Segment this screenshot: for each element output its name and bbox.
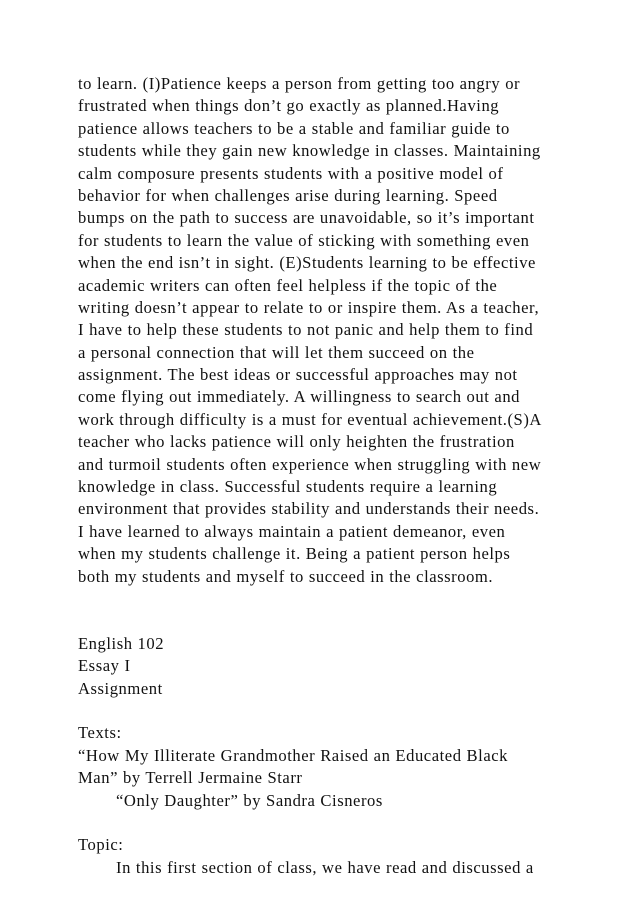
paragraph-line: calm composure presents students with a positive model of	[78, 163, 504, 183]
paragraph-line: to learn. (I)Patience keeps a person from getting too angry or	[78, 74, 521, 93]
texts-section	[78, 722, 618, 812]
topic-section	[78, 834, 618, 879]
spacer	[78, 700, 618, 722]
text-title-1-author: Man” by Terrell Jermaine Starr	[78, 768, 303, 788]
paragraph-line: a personal connection that will let them succeed on the	[78, 342, 475, 362]
course-name: English 102	[78, 633, 165, 653]
paragraph-line: when the end isn’t in sight. (E)Students learning to be effective	[78, 253, 536, 273]
spacer	[78, 588, 618, 610]
paragraph-line: both my students and myself to succeed in the classroom.	[78, 566, 494, 586]
spacer	[78, 610, 618, 632]
assignment-label: Assignment	[78, 678, 163, 698]
paragraph-line: I have learned to always maintain a patient demeanor, even	[78, 521, 506, 541]
paragraph-line: teacher who lacks patience will only heighten the frustration	[78, 432, 515, 452]
topic-text: In this first section of class, we have read and discussed a	[116, 857, 534, 877]
paragraph-line: for students to learn the value of sticking with something even	[78, 230, 530, 250]
text-title-2: “Only Daughter” by Sandra Cisneros	[116, 790, 383, 810]
topic-label: Topic:	[78, 835, 124, 855]
paragraph-line: academic writers can often feel helpless if the topic of the	[78, 275, 498, 295]
paragraph-line: behavior for when challenges arise during learning. Speed	[78, 185, 498, 205]
text-title-1: “How My Illiterate Grandmother Raised an Educated Black	[78, 745, 508, 765]
texts-label: Texts:	[78, 723, 122, 743]
assignment-header	[78, 633, 618, 700]
paragraph-line: students while they gain new knowledge in classes. Maintaining	[78, 141, 541, 161]
paragraph-line: environment that provides stability and understands their needs.	[78, 499, 540, 519]
paragraph-line: work through difficulty is a must for eventual achievement.(S)A	[78, 409, 542, 429]
paragraph-line: frustrated when things don’t go exactly as planned.Having	[78, 96, 500, 116]
paragraph-line: assignment. The best ideas or successful approaches may not	[78, 365, 518, 385]
paragraph-line: writing doesn’t appear to relate to or inspire them. As a teacher,	[78, 297, 540, 317]
spacer	[78, 812, 618, 834]
paragraph-line: come flying out immediately. A willingness to search out and	[78, 387, 521, 407]
paragraph-line: and turmoil students often experience when struggling with new	[78, 454, 542, 474]
paragraph-line: I have to help these students to not panic and help them to find	[78, 320, 534, 340]
document-page	[78, 73, 618, 879]
paragraph-line: knowledge in class. Successful students require a learning	[78, 477, 498, 497]
essay-number: Essay I	[78, 656, 131, 676]
paragraph-line: when my students challenge it. Being a patient person helps	[78, 544, 511, 564]
paragraph-line: bumps on the path to success are unavoidable, so it’s important	[78, 208, 535, 228]
paragraph-line: patience allows teachers to be a stable and familiar guide to	[78, 118, 510, 138]
essay-paragraph	[78, 73, 618, 588]
